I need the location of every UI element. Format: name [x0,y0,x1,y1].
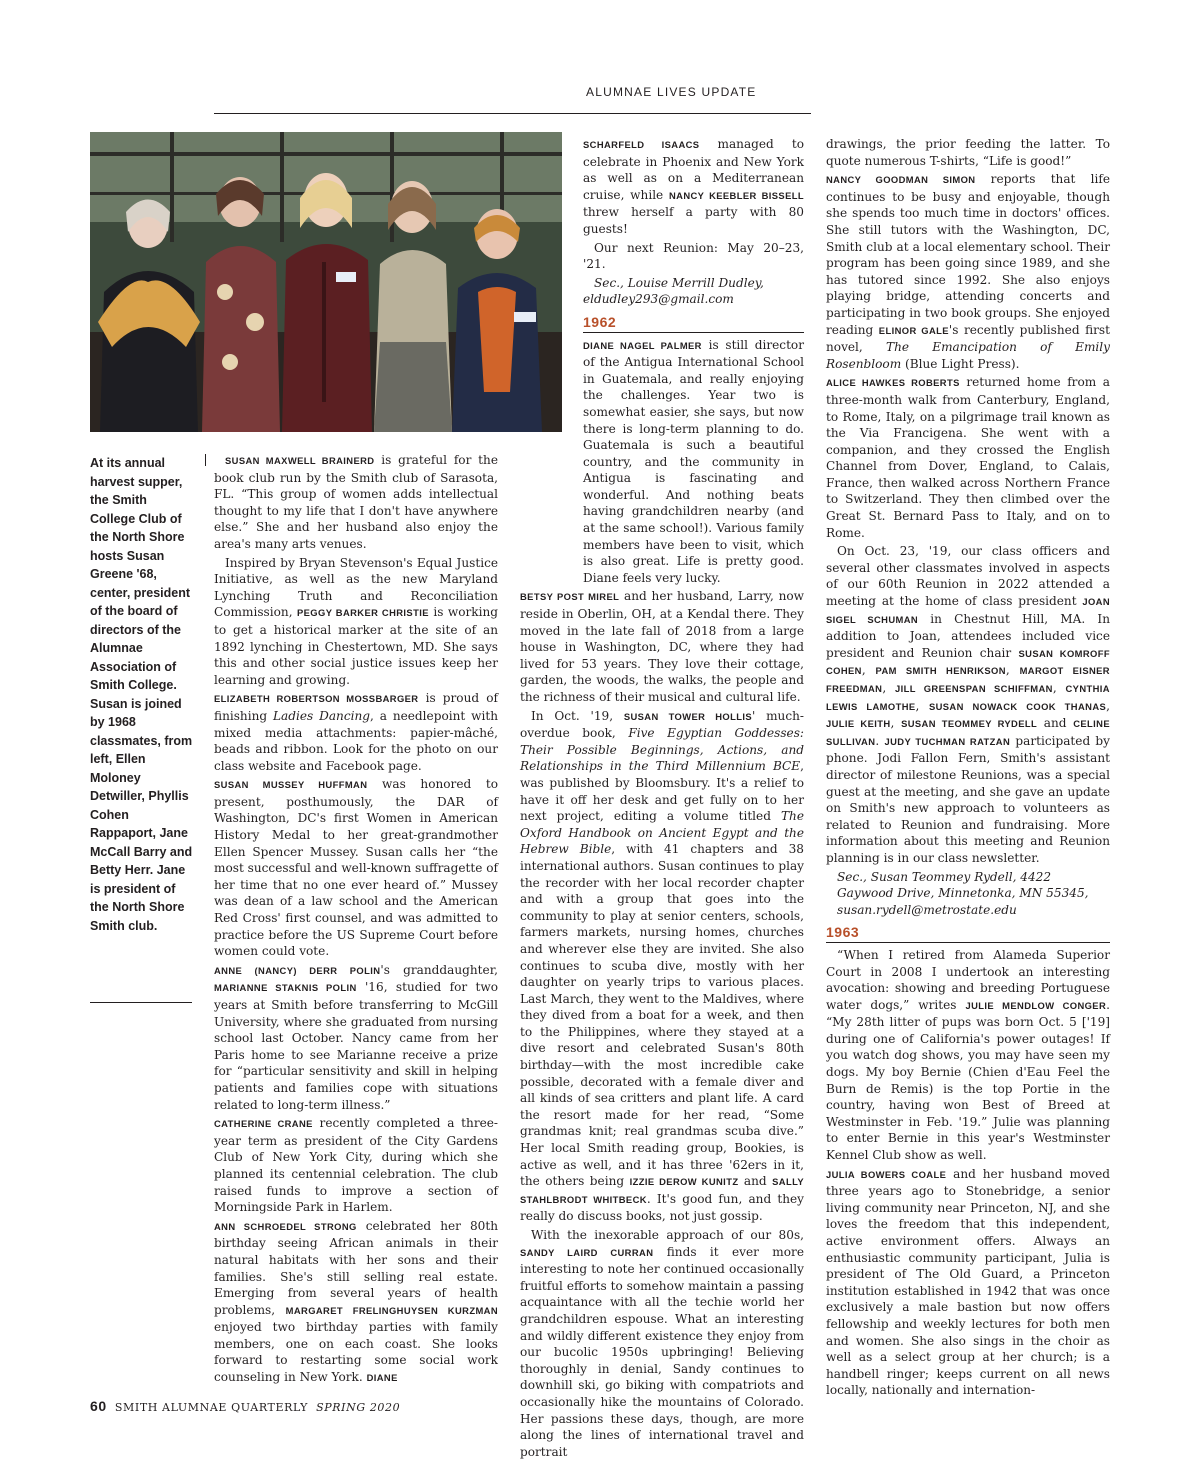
note-text: With the inexorable approach of our 80s, [531,1228,804,1242]
note-text: is still director of the Antigua International School in Guatemala, and really enjoying the challenges. Year two is somewhat easier, she says, but now there is long-term planning to do. Guatemala is such a beautiful country, and the community in Antigua is fascinating and wonderful. And nothing beats having grandchildren nearby (and at the same school!). Various family members have been to visit, which is also great. Life is pretty good. Diane feels very lucky. [583,337,804,585]
column-2-top [583,136,804,333]
note-text: finds it ever more interesting to note her continued occasionally fruitful efforts to somehow maintain a passing acquaintance with all the techie world her grandchildren espouse. What an interesting and wildly different existence they enjoy from our bucolic 1950s upbringing! Believing thoroughly in denial, Sandy continues to downhill ski, go biking with compatriots and occasionally hike the mountains of Colorado. Her passions these days, though, are more along the lines of international travel and portrait [520,1244,804,1459]
note-christie [214,555,498,689]
separator: and [1037,716,1074,731]
page-footer [90,1398,400,1414]
note-palmer [583,337,804,587]
note-polin [214,962,498,1113]
note-strong [214,1218,498,1387]
note-text: threw herself a party with 80 guests! [583,205,804,236]
note-continued: drawings, the prior feeding the latter. To quote numerous T-shirts, “Life is good!” [826,137,1110,168]
alumna-name: CELINE SULLIVAN [826,718,1110,747]
note-text: in Chestnut Hill, MA. In addition to Joan, attendees included vice president and Reunion chair [826,611,1110,660]
work-title: Ladies Dancing [273,708,370,723]
note-text: . It's good fun, and they really do discuss books, not just gossip. [520,1191,804,1224]
publication-name: SMITH ALUMNAE QUARTERLY [114,1401,309,1414]
note-simon [826,171,1110,372]
caption-rule [90,1002,192,1003]
alumna-name: SANDY LAIRD CURRAN [520,1246,654,1258]
alumna-name: ANN SCHROEDEL STRONG [214,1220,357,1232]
group-photo-illustration [90,132,562,432]
alumna-name: SUSAN TEOMMEY RYDELL [901,718,1038,730]
alumna-name: SUSAN MAXWELL BRAINERD [225,455,375,466]
note-text: returned home from a three-month walk from Canterbury, England, to Rome, Italy, on a pilgrimage trail known as the Via Francigena. She went with a companion, and they crossed the English Channel from Dover, England, to Calais, France, then walked across Northern France to Switzerland. They then climbed over the Great St. Bernard Pass to Italy, and on to Rome. [826,375,1110,540]
note-mirel [520,588,804,705]
secretary-signature: Sec., Susan Teommey Rydell, 4422 [837,869,1052,884]
alumna-name: SCHARFELD ISAACS [583,139,700,150]
secretary-signature: Sec., Louise Merrill Dudley, [594,275,764,290]
note-roberts [826,374,1110,541]
note-text: and [738,1174,773,1189]
note-text: Inspired by Bryan Stevenson's Equal Justice Initiative, as well as the new Maryland Lynching Truth and Reconciliation Commission, [214,555,498,620]
note-text: participated by phone. Jodi Fallon Fern, Smith's assistant director of milestone Reunions, was a special guest at the meeting, and she gave an update on Smith's new approach to volunteers as related to Reunion and fundraising. More information about this meeting and Reunion planning is in our class newsletter. [826,733,1110,865]
alumna-name: DIANE [366,1372,398,1384]
note-text: and her husband moved three years ago to Stonebridge, a senior living community near Princeton, NJ, and she loves the freedom that this independent, active environment offers. Always an enthusiastic community participant, Julia is president of The Old Guard, a Princeton institution established in 1942 that was once exclusively a male bastion but now offers fellowship and weekly lectures for both men and women. She also sings in the choir as well as a select group at her church; is a handbell ringer; keeps current on all news locally, nationally and internation- [826,1166,1110,1398]
alumna-name: PEGGY BARKER CHRISTIE [297,607,429,619]
note-brainerd [214,452,498,553]
note-crane [214,1115,498,1216]
header-rule [214,113,811,114]
separator: . [875,733,885,748]
note-text: and her husband, Larry, now reside in Oberlin, OH, at a Kendal there. They moved in the late fall of 2018 from a large house in Washington, DC, where they had lived for 53 years. They love their cottage, garden, the woods, the walks, the people and the richness of their musical and cultural life. [520,589,804,704]
alumna-name: ELIZABETH ROBERTSON MOSSBARGER [214,693,419,705]
alumna-name: ALICE HAWKES ROBERTS [826,377,960,389]
note-text: celebrated her 80th birthday seeing African animals in their natural habitats with her sons and their families. She's still selling real estate. Emerging from several years of health problems, [214,1218,498,1317]
note-text: , with 41 chapters and 38 international authors. Susan continues to play the recorder with her local recorder chapter and with a group that goes into the community to play at senior centers, schools, farmers markets, nursing homes, churches and wherever else they are invited. She also continues to scuba dive, mostly with her daughter on yearly trips to various places. Last March, they went to the Maldives, where they dived from a boat for a week, and then to the Philippines, where they stayed at a dive resort and celebrated Susan's 80th birthday—with the most incredible cake possible, decorated with a female diver and all kinds of sea critters and plant life. A card the resort made for her read, “Some grandmas knit; real grandmas scuba dive.” Her local Smith reading group, Bookies, is active as well, and it has three '62ers in it, the others being [520,842,804,1189]
alumna-name: JUDY TUCHMAN RATZAN [884,735,1011,747]
alumna-name: SUSAN TOWER HOLLIS [623,710,752,722]
alumna-name: NANCY KEEBLER BISSELL [668,189,804,201]
separator: , [1005,663,1020,678]
note-mossbarger [214,690,498,774]
alumna-name: CYNTHIA LEWIS LAMOTHE [826,683,1110,712]
alumna-name: SALLY STAHLBRODT WHITBECK [520,1176,804,1205]
alumna-name: ELINOR GALE [878,324,949,336]
alumna-name: DIANE NAGEL PALMER [583,339,702,351]
alumna-name: SUSAN NOWACK COOK THANAS [928,700,1107,712]
secretary-email: susan.rydell@metrostate.edu [837,902,1017,917]
note-text: managed to celebrate in Phoenix and New York as well as on a Mediterranean cruise, while [583,137,804,202]
secretary-address: Gaywood Drive, Minnetonka, MN 55345, [837,886,1089,901]
note-text: enjoyed two birthday parties with family members, one on each coast. She looks forward to restarting some social work counseling in New York. [214,1320,498,1385]
note-text: reports that life continues to be busy and enjoyable, though she spends too much time in doctors' offices. She still tutors with the Washington, DC, Smith club at a local elementary school. Their program has been going since 1989, and she has tutored since 1992. She also enjoys playing bridge, attending concerts and participating in two book groups. She enjoyed reading [826,172,1110,337]
note-text: recently completed a three-year term as president of the City Gardens Club of New York City, during which she planned its centennial celebration. The club raised funds to improve a section of Morningside Park in Harlem. [214,1116,498,1215]
note-conger [826,947,1110,1164]
note-text: '16, studied for two years at Smith before transferring to McGill University, where she graduated from nursing school last October. Nancy came from her Paris home to see Marianne receive a prize for “particular sensitivity and skill in helping patients and families cope with situations related to long-term illness.” [214,980,498,1112]
note-text: , a needlepoint with mixed media attachments: papier-mâché, beads and ribbon. Look for the photo on our class website and Facebook page. [214,708,498,773]
alumna-name: MARGARET FRELINGHUYSEN KURZMAN [285,1304,498,1316]
separator: , [1106,698,1110,713]
alumna-name: SUSAN MUSSEY HUFFMAN [214,779,368,791]
note-text: is working to get a historical marker at the site of an 1892 lynching in Chestertown, MD. She says this and other social justice issues keep her learning and growing. [214,605,498,687]
column-1 [214,452,498,1389]
alumna-name: ANNE (NANCY) DERR POLIN [214,964,381,976]
note-text: , was published by Bloomsbury. It's a relief to have it off her desk and get fully on to her next project, editing a volume titled [520,759,804,824]
alumna-name: PAM SMITH HENRIKSON [875,665,1006,677]
separator: , [890,716,902,731]
alumna-name: CATHERINE CRANE [214,1118,313,1130]
alumna-name: NANCY GOODMAN SIMON [826,174,976,186]
note-text: “When I retired from Alameda Superior Court in 2008 I undertook an interesting avocation: showing and breeding Portuguese water dogs,” writes [826,947,1110,1012]
page-number: 60 [90,1398,107,1414]
alumna-name: BETSY POST MIREL [520,591,620,603]
note-text: In Oct. '19, [531,708,624,723]
column-marker [205,454,206,466]
separator: , [861,663,876,678]
alumna-name: JOAN SIGEL SCHUMAN [826,596,1110,625]
book-title: Five Egyptian Goddesses: Their Possible Beginnings, Actions, and Relationships in the Third Millennium BCE [520,726,804,774]
note-text: . “My 28th litter of pups was born Oct. 5 ['19] during one of California's power outages! If you watch dog shows, you may have seen my dogs. My boy Bernie (Chien d'Eau Feel the Burn de Remis) is the top Portie in the country, having won Best of Breed at Westminster in Feb. '19.” Julie was planning to enter Bernie in this year's Westminster Kennel Club show as well. [826,997,1110,1163]
note-text: On Oct. 23, '19, our class officers and several other classmates involved in aspects of our 60th Reunion in 2022 attended a meeting at the home of class president [826,544,1110,609]
separator: , [1052,681,1066,695]
reunion-note: Our next Reunion: May 20–23, '21. [583,240,804,272]
column-3 [826,136,1110,1401]
alumna-name: JULIE MENDLOW CONGER [965,999,1107,1011]
column-2 [520,136,804,1462]
note-text: was honored to present, posthumously, the DAR of Washington, DC's first Women in American History Medal to her great-grandmother Ellen Spencer Mussey. Susan calls her “the most successful and well-known suffragette of her time that no one ever heard of.” Mussey was dean of a law school and the American Red Cross' first counsel, and was admitted to practice before the US Supreme Court before women could vote. [214,777,499,959]
note-huffman [214,776,498,960]
alumna-name: MARIANNE STAKNIS POLIN [214,982,357,994]
separator: , [915,698,929,713]
note-text: 's recently published first novel, [826,322,1110,355]
note-text: 's granddaughter, [380,962,498,977]
alumna-name: JULIA BOWERS COALE [826,1168,947,1180]
book-title: The Emancipation of Emily Rosenbloom [826,340,1110,371]
note-text: ' much-overdue book, [520,708,804,741]
note-curran [520,1227,804,1460]
photo-caption: At its annual harvest supper, the Smith College Club of the North Shore hosts Susan Greene '68, center, president of the board of directors of the Alumnae Association of Smith College. Susan is joined by 1968 classmates, from left, Ellen Moloney Detwiller, Phyllis Cohen Rappaport, Jane McCall Barry and Betty Herr. Jane is president of the North Shore Smith club. [90,456,193,933]
book-title: The Oxford Handbook on Ancient Egypt and the Hebrew Bible [520,809,804,857]
secretary-email: eldudley293@gmail.com [583,292,734,307]
alumna-name: JULIE KEITH [826,718,891,730]
alumna-name: MARGOT EISNER FREEDMAN [826,665,1110,694]
note-text: (Blue Light Press). [901,356,1020,371]
year-heading-1963: 1963 [826,924,1110,943]
year-heading-1962: 1962 [583,314,804,333]
separator: , [882,681,896,695]
alumna-name: IZZIE DEROW KUNITZ [629,1176,739,1188]
note-hollis [520,708,804,1225]
note-isaacs [583,136,804,238]
note-reunion-meeting [826,543,1110,866]
issue-date: SPRING 2020 [316,1401,401,1414]
note-coale [826,1166,1110,1399]
note-text: is grateful for the book club run by the Smith club of Sarasota, FL. “This group of women adds intellectual thought to my life that I don't have anywhere else.” She and her husband also enjoy the area's many arts venues. [214,453,498,551]
alumna-name: SUSAN KOMROFF COHEN [826,647,1110,677]
section-header: ALUMNAE LIVES UPDATE [586,85,757,99]
note-text: is proud of finishing [214,691,498,723]
alumna-name: JILL GREENSPAN SCHIFFMAN [895,683,1053,694]
group-photo [90,132,562,432]
